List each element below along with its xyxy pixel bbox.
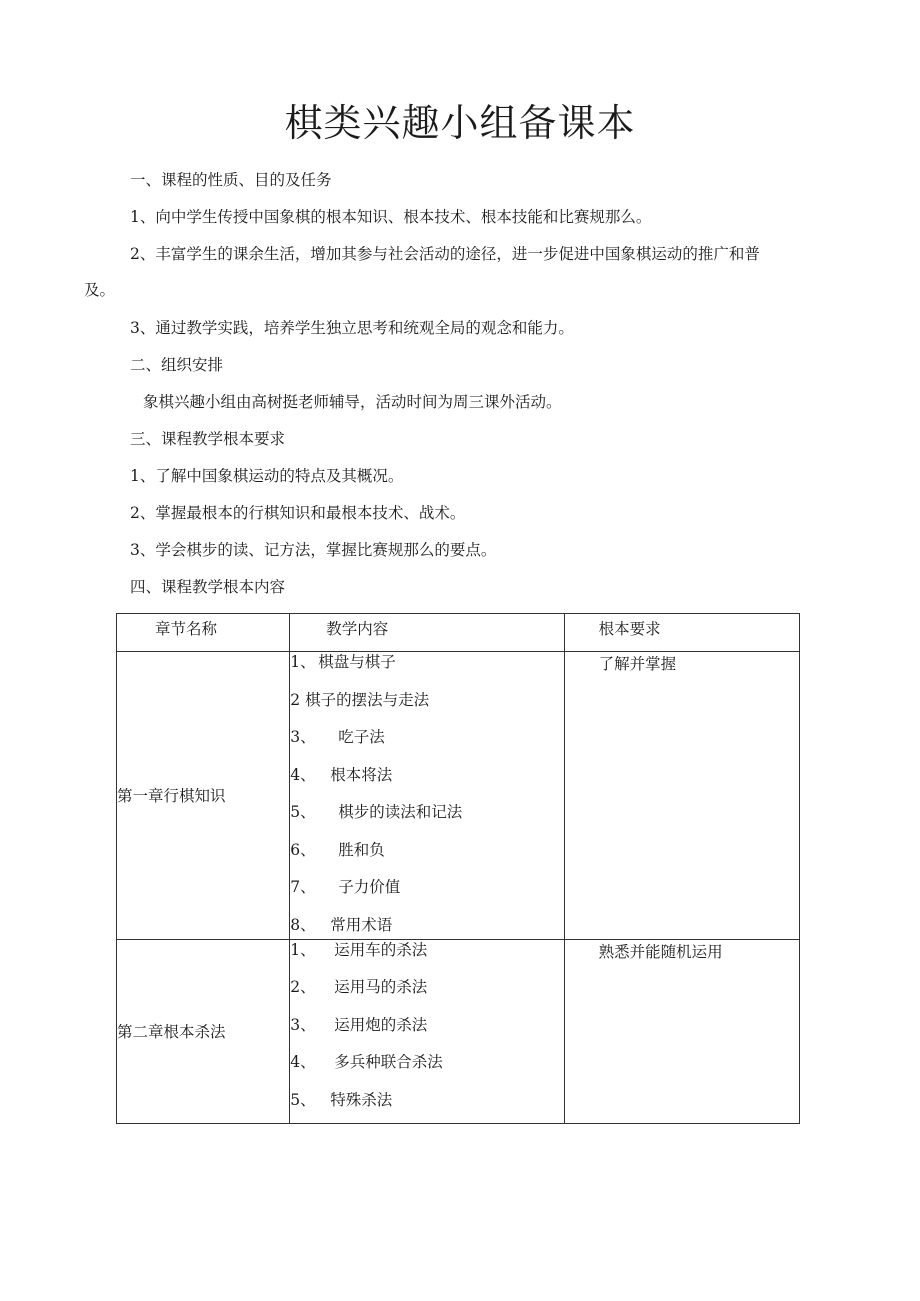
chapter-name: 第一章行棋知识: [117, 652, 290, 940]
content-item: 1、 运用车的杀法: [290, 940, 428, 959]
section-2-text: 象棋兴趣小组由高树挺老师辅导，活动时间为周三课外活动。: [143, 393, 562, 411]
section-4-heading: 四、课程教学根本内容: [130, 578, 286, 596]
section-1-item-3: 3、通过教学实践，培养学生独立思考和统观全局的观念和能力。: [130, 319, 574, 337]
content-item: 4、 多兵种联合杀法: [290, 1053, 443, 1071]
section-3-item-1: 1、了解中国象棋运动的特点及其概况。: [130, 467, 404, 485]
section-1-item-1: 1、向中学生传授中国象棋的根本知识、根本技术、根本技能和比赛规那么。: [130, 208, 652, 226]
content-item: 8、 常用术语: [290, 915, 393, 934]
content-item: 6、 胜和负: [290, 840, 385, 859]
content-item: 2 棋子的摆法与走法: [290, 690, 430, 709]
section-1-item-2-line-2: 及。: [84, 281, 116, 299]
chapter-name: 第二章根本杀法: [117, 939, 290, 1123]
content-item: 3、 运用炮的杀法: [290, 1015, 428, 1034]
section-1-item-2-line-1: 2、丰富学生的课余生活，增加其参与社会活动的途径，进一步促进中国象棋运动的推广和普: [130, 245, 760, 263]
page-title: 棋类兴趣小组备课本: [284, 101, 636, 145]
section-3-item-2: 2、掌握最根本的行棋知识和最根本技术、战术。: [130, 504, 466, 522]
section-1-heading: 一、课程的性质、目的及任务: [130, 171, 332, 189]
content-item: 5、 特殊杀法: [290, 1090, 393, 1109]
chapter-requirement: 了解并掌握: [564, 652, 799, 940]
chapter-requirement: 熟悉并能随机运用: [564, 939, 799, 1123]
course-content-table: [116, 613, 800, 1124]
table-header-row: [117, 614, 800, 652]
content-item: 3、 吃子法: [290, 728, 385, 746]
content-item: 5、 棋步的读法和记法: [290, 803, 463, 821]
section-2-heading: 二、组织安排: [130, 356, 224, 374]
header-chapter: 章节名称: [117, 614, 290, 652]
content-item: 2、 运用马的杀法: [290, 978, 428, 996]
content-item: 4、 根本将法: [290, 765, 393, 784]
section-3-heading: 三、课程教学根本要求: [130, 430, 286, 448]
chapter-content: [290, 939, 564, 1123]
section-3-item-3: 3、学会棋步的读、记方法，掌握比赛规那么的要点。: [130, 541, 497, 559]
header-requirement: 根本要求: [564, 614, 799, 652]
table-row: [117, 939, 800, 1123]
table-row: [117, 652, 800, 940]
content-item: 7、 子力价值: [290, 878, 401, 896]
content-item: 1、 棋盘与棋子: [290, 653, 396, 671]
chapter-content: [290, 652, 564, 940]
header-content: 教学内容: [290, 614, 564, 652]
